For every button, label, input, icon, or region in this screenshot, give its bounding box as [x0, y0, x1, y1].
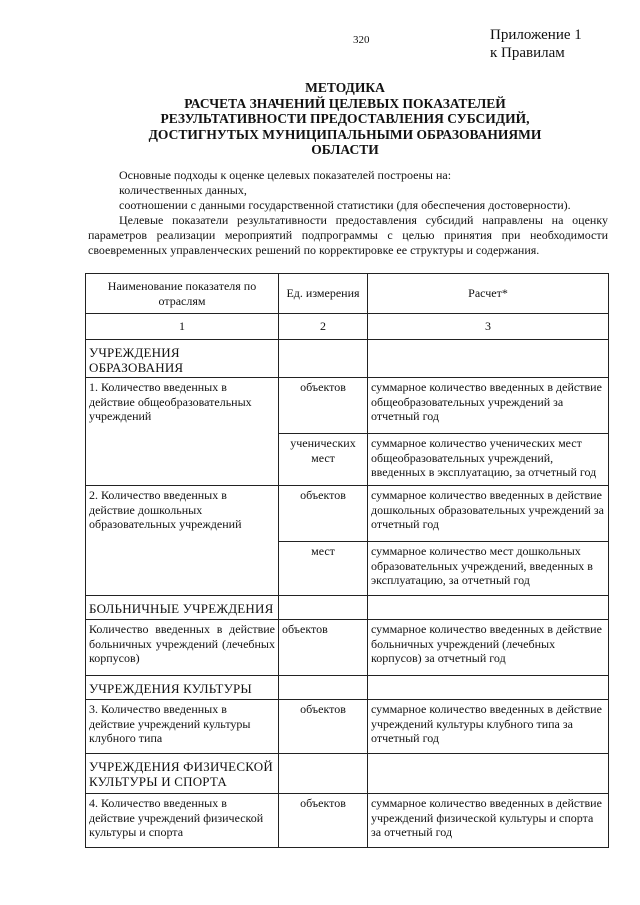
intro-line-1: Основные подходы к оценке целевых показателей построены на: [119, 168, 452, 182]
appendix-line-1: Приложение 1 [490, 27, 582, 43]
unit-cell: объектов [279, 378, 368, 434]
title-line-3: РЕЗУЛЬТАТИВНОСТИ ПРЕДОСТАВЛЕНИЯ СУБСИДИЙ, [160, 111, 530, 126]
unit-cell: объектов [279, 486, 368, 542]
calculation-cell: суммарное количество ученических мест общеобразовательных учреждений, введенных в эксплуатацию, за отчетный год [368, 434, 609, 486]
title-line-1: МЕТОДИКА [305, 80, 385, 95]
header-calculation: Расчет* [368, 274, 609, 314]
indicator-name: 3. Количество введенных в действие учреждений культуры клубного типа [86, 700, 279, 754]
section-title-education: УЧРЕЖДЕНИЯ ОБРАЗОВАНИЯ [86, 340, 279, 378]
empty-cell [279, 676, 368, 700]
intro-line-2: количественных данных, [119, 183, 247, 197]
indicator-name: 4. Количество введенных в действие учреждений физической культуры и спорта [86, 794, 279, 848]
table-number-row [86, 314, 609, 340]
table-row [86, 620, 609, 676]
table-header-row [86, 274, 609, 314]
column-number-3: 3 [368, 314, 609, 340]
calculation-cell: суммарное количество введенных в действие общеобразовательных учреждений за отчетный год [368, 378, 609, 434]
title-line-2: РАСЧЕТА ЗНАЧЕНИЙ ЦЕЛЕВЫХ ПОКАЗАТЕЛЕЙ [184, 95, 506, 111]
intro-text [88, 168, 608, 258]
unit-cell: ученических мест [279, 434, 368, 486]
section-row-education [86, 340, 609, 378]
column-number-1: 1 [86, 314, 279, 340]
empty-cell [368, 340, 609, 378]
section-row-sport [86, 754, 609, 794]
empty-cell [279, 340, 368, 378]
indicator-name: 2. Количество введенных в действие дошкольных образовательных учреждений [86, 486, 279, 596]
indicator-name: Количество введенных в действие больничных учреждений (лечебных корпусов) [86, 620, 279, 676]
intro-line-3: соотношении с данными государственной статистики (для обеспечения достоверности). [119, 198, 571, 212]
unit-cell: объектов [279, 620, 368, 676]
table-row [86, 378, 609, 434]
calculation-cell: суммарное количество введенных в действие дошкольных образовательных учреждений за отчетный год [368, 486, 609, 542]
section-title-sport: УЧРЕЖДЕНИЯ ФИЗИЧЕСКОЙ КУЛЬТУРЫ И СПОРТА [86, 754, 279, 794]
header-indicator-name: Наименование показателя по отраслям [86, 274, 279, 314]
section-row-culture [86, 676, 609, 700]
empty-cell [368, 676, 609, 700]
appendix-line-2: к Правилам [490, 45, 565, 61]
unit-cell: объектов [279, 794, 368, 848]
calculation-cell: суммарное количество введенных в действие больничных учреждений (лечебных корпусов) за отчетный год [368, 620, 609, 676]
empty-cell [368, 754, 609, 794]
section-row-hospitals [86, 596, 609, 620]
calculation-cell: суммарное количество мест дошкольных образовательных учреждений, введенных в эксплуатацию, за отчетный год [368, 542, 609, 596]
indicator-name: 1. Количество введенных в действие общеобразовательных учреждений [86, 378, 279, 486]
intro-paragraph: Целевые показатели результативности предоставления субсидий направлены на оценку параметров реализации мероприятий подпрограммы с целью принятия при необходимости своевременных управленческих решений по корректировке ее структуры и содержания. [88, 213, 608, 257]
appendix-label [490, 26, 582, 62]
table-row [86, 700, 609, 754]
calculation-cell: суммарное количество введенных в действие учреждений культуры клубного типа за отчетный год [368, 700, 609, 754]
unit-cell: объектов [279, 700, 368, 754]
section-title-hospitals: БОЛЬНИЧНЫЕ УЧРЕЖДЕНИЯ [86, 596, 279, 620]
column-number-2: 2 [279, 314, 368, 340]
header-unit: Ед. измерения [279, 274, 368, 314]
empty-cell [279, 754, 368, 794]
document-title [120, 80, 570, 158]
empty-cell [279, 596, 368, 620]
indicators-table [85, 273, 609, 848]
section-title-culture: УЧРЕЖДЕНИЯ КУЛЬТУРЫ [86, 676, 279, 700]
table-row [86, 794, 609, 848]
calculation-cell: суммарное количество введенных в действие учреждений физической культуры и спорта за отчетный год [368, 794, 609, 848]
table-row [86, 486, 609, 542]
title-line-5: ОБЛАСТИ [311, 142, 379, 157]
title-line-4: ДОСТИГНУТЫХ МУНИЦИПАЛЬНЫМИ ОБРАЗОВАНИЯМИ [148, 126, 542, 142]
unit-cell: мест [279, 542, 368, 596]
empty-cell [368, 596, 609, 620]
page-number: 320 [353, 34, 370, 46]
